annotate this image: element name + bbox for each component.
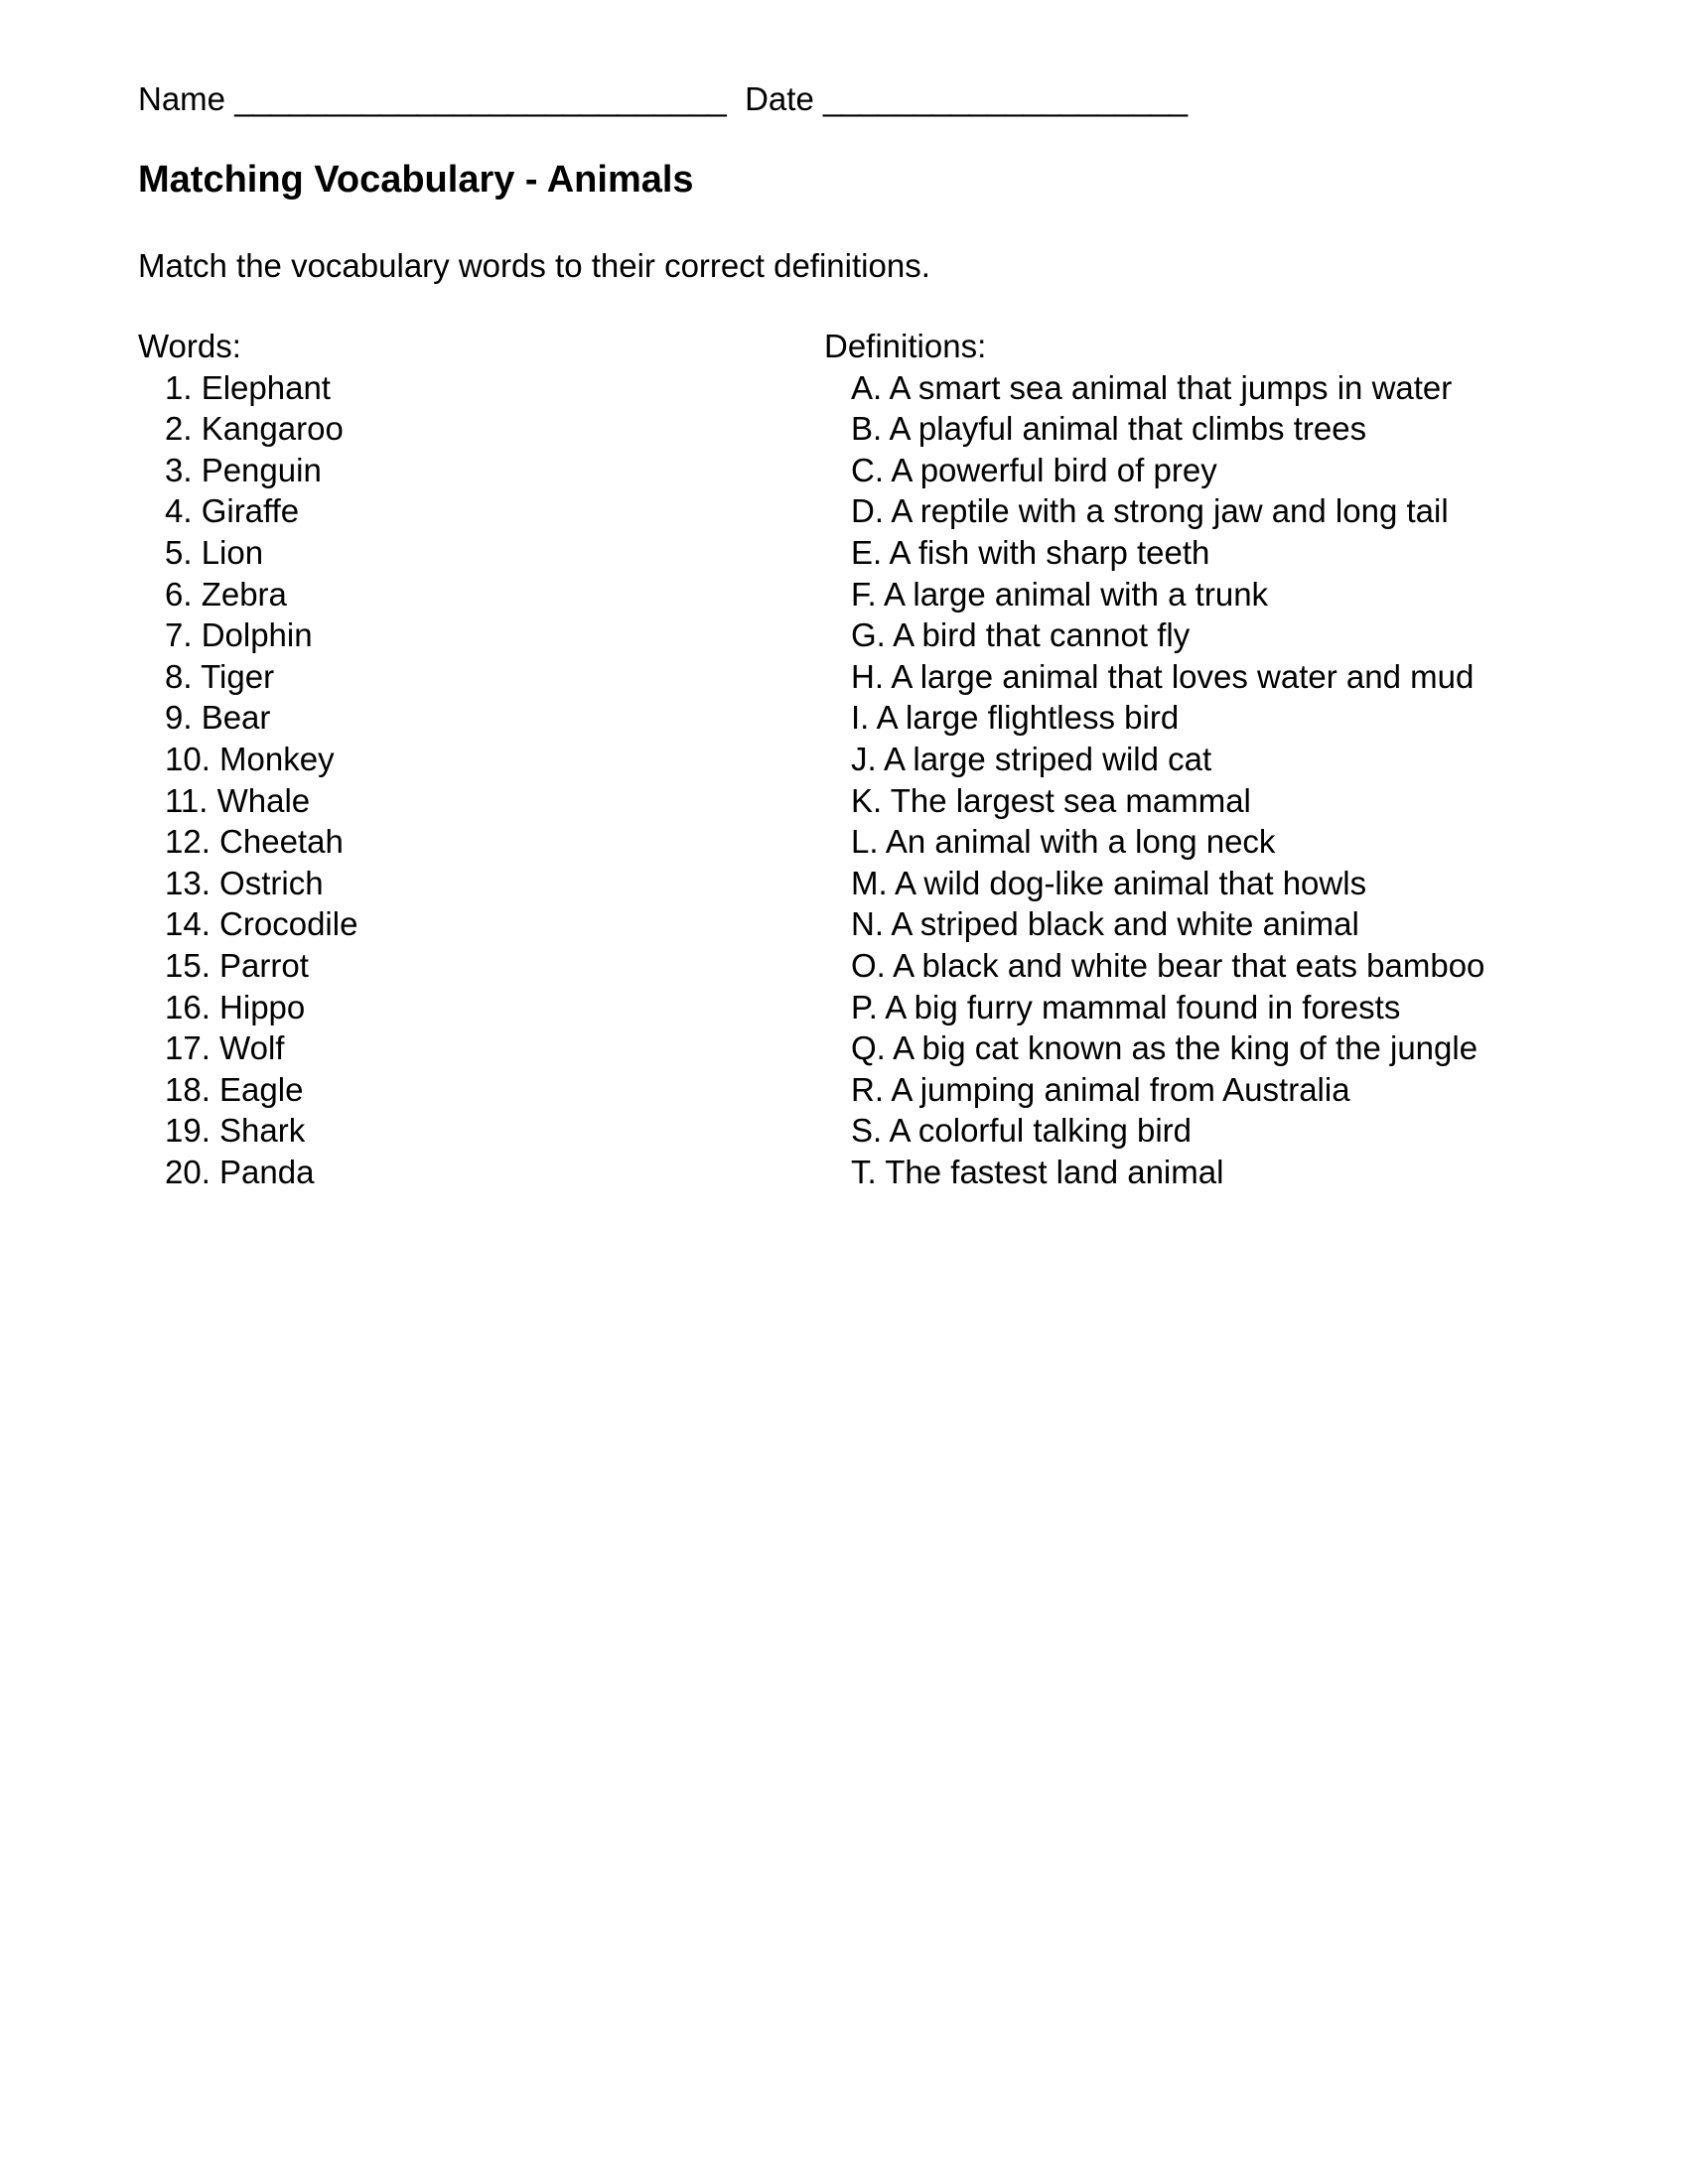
definition-item: Q. A big cat known as the king of the jungle xyxy=(851,1029,1478,1067)
name-blank-line[interactable]: ___________________________ xyxy=(234,80,727,117)
word-item: 19. Shark xyxy=(165,1112,306,1150)
word-item: 14. Crocodile xyxy=(165,905,358,943)
word-item: 6. Zebra xyxy=(165,575,287,613)
definition-item: B. A playful animal that climbs trees xyxy=(851,410,1367,448)
definition-item: K. The largest sea mammal xyxy=(851,781,1251,819)
word-item: 11. Whale xyxy=(165,781,311,819)
definition-item: N. A striped black and white animal xyxy=(851,905,1359,943)
definition-item: H. A large animal that loves water and mud xyxy=(851,657,1475,695)
word-item: 20. Panda xyxy=(165,1153,315,1190)
definition-item: E. A fish with sharp teeth xyxy=(851,533,1210,571)
word-item: 8. Tiger xyxy=(165,657,275,695)
word-item: 12. Cheetah xyxy=(165,823,344,861)
word-item: 13. Ostrich xyxy=(165,864,324,901)
definition-item: T. The fastest land animal xyxy=(851,1153,1224,1190)
words-column xyxy=(138,326,357,1192)
words-heading: Words: xyxy=(138,328,241,364)
word-item: 18. Eagle xyxy=(165,1070,304,1108)
word-item: 2. Kangaroo xyxy=(165,410,344,448)
word-item: 9. Bear xyxy=(165,699,271,737)
word-item: 5. Lion xyxy=(165,533,264,571)
definitions-heading: Definitions: xyxy=(824,328,987,364)
definition-item: F. A large animal with a trunk xyxy=(851,575,1269,613)
definition-item: O. A black and white bear that eats bamboo xyxy=(851,946,1485,984)
word-item: 10. Monkey xyxy=(165,740,335,777)
definition-item: S. A colorful talking bird xyxy=(851,1112,1193,1150)
date-label: Date xyxy=(745,80,814,117)
instructions: Match the vocabulary words to their correct definitions. xyxy=(138,247,930,284)
definitions-column xyxy=(824,326,1484,1192)
word-item: 4. Giraffe xyxy=(165,492,300,530)
word-item: 16. Hippo xyxy=(165,988,306,1025)
definition-item: A. A smart sea animal that jumps in water xyxy=(851,368,1453,406)
definition-item: L. An animal with a long neck xyxy=(851,823,1276,861)
date-blank-line[interactable]: ____________________ xyxy=(822,80,1189,117)
definition-item: M. A wild dog-like animal that howls xyxy=(851,864,1367,901)
definitions-list xyxy=(824,367,1484,1193)
word-item: 1. Elephant xyxy=(165,368,331,406)
definition-item: G. A bird that cannot fly xyxy=(851,616,1191,654)
word-item: 17. Wolf xyxy=(165,1029,285,1067)
definition-item: C. A powerful bird of prey xyxy=(851,451,1217,488)
word-item: 7. Dolphin xyxy=(165,616,313,654)
name-label: Name xyxy=(138,80,226,117)
word-item: 15. Parrot xyxy=(165,946,309,984)
definition-item: I. A large flightless bird xyxy=(851,699,1180,737)
worksheet-title: Matching Vocabulary - Animals xyxy=(138,159,694,201)
word-item: 3. Penguin xyxy=(165,451,322,488)
name-date-row xyxy=(138,77,1188,121)
definition-item: J. A large striped wild cat xyxy=(851,740,1212,777)
definition-item: D. A reptile with a strong jaw and long tail xyxy=(851,492,1449,530)
definition-item: P. A big furry mammal found in forests xyxy=(851,988,1401,1025)
definition-item: R. A jumping animal from Australia xyxy=(851,1070,1350,1108)
words-list xyxy=(138,367,357,1193)
